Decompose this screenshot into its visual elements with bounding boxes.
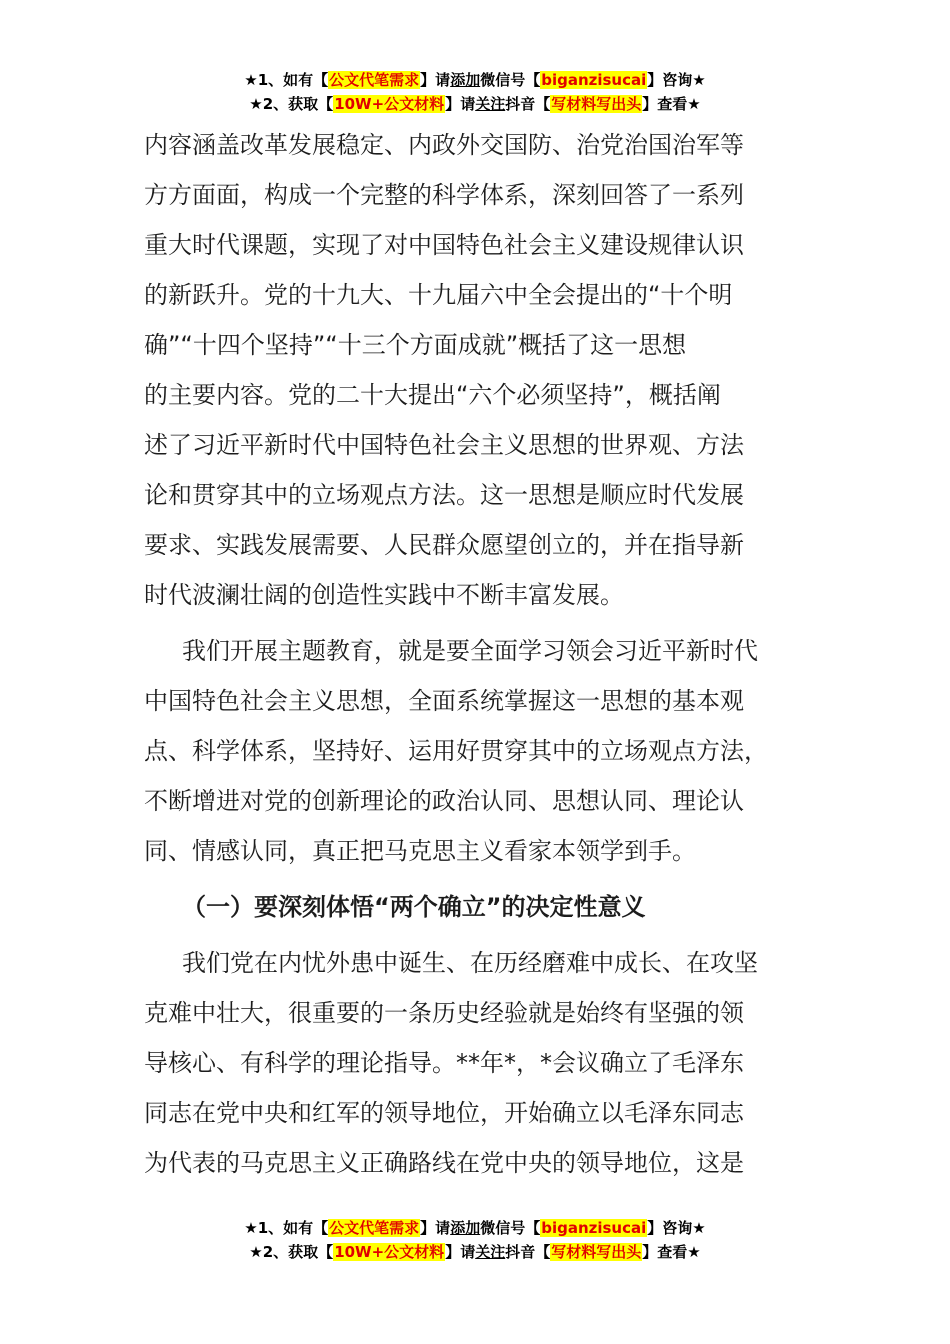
promo-highlight: 公文代笔需求 (329, 1219, 420, 1237)
promo-text: 】请 (445, 1243, 476, 1261)
promo-highlight: 公文代笔需求 (329, 71, 420, 89)
text-line: 我们开展主题教育，就是要全面学习领会习近平新时代 (182, 637, 758, 665)
text-line: 述了习近平新时代中国特色社会主义思想的世界观、方法 (144, 431, 744, 459)
section-heading (144, 882, 804, 932)
text-line: 内容涵盖改革发展稳定、内政外交国防、治党治国治军等 (144, 131, 744, 159)
text-line: 确”“十四个坚持”“十三个方面成就”概括了这一思想 (144, 331, 687, 359)
promo-underlined: 添加 (450, 71, 481, 89)
paragraph-2 (144, 626, 804, 876)
promo-line-1 (0, 68, 950, 92)
text-line: 同志在党中央和红军的领导地位，开始确立以毛泽东同志 (144, 1099, 744, 1127)
heading-text: （一）要深刻体悟“两个确立”的决定性意义 (182, 893, 646, 921)
promo-underlined: 添加 (450, 1219, 481, 1237)
text-line: 为代表的马克思主义正确路线在党中央的领导地位，这是 (144, 1149, 744, 1177)
promo-text: 】请 (420, 71, 451, 89)
document-body (144, 120, 804, 1188)
promo-text: ★1、如有【 (244, 71, 329, 89)
text-line: 论和贯穿其中的立场观点方法。这一思想是顺应时代发展 (144, 481, 744, 509)
text-line: 的新跃升。党的十九大、十九届六中全会提出的“十个明 (144, 281, 733, 309)
promo-text: 抖音【 (505, 95, 551, 113)
text-line: 要求、实践发展需要、人民群众愿望创立的，并在指导新 (144, 531, 744, 559)
promo-douyin-id: 写材料写出头 (551, 95, 642, 113)
promo-line-1 (0, 1216, 950, 1240)
promo-text: 】查看★ (642, 95, 701, 113)
paragraph-1 (144, 120, 804, 620)
text-line: 克难中壮大，很重要的一条历史经验就是始终有坚强的领 (144, 999, 744, 1027)
promo-highlight: 10W+公文材料 (334, 95, 445, 113)
promo-text: 】请 (420, 1219, 451, 1237)
promo-underlined: 关注 (475, 1243, 506, 1261)
text-line: 同、情感认同，真正把马克思主义看家本领学到手。 (144, 837, 696, 865)
promo-underlined: 关注 (475, 95, 506, 113)
footer-promo-banner (0, 1216, 950, 1264)
text-line: 不断增进对党的创新理论的政治认同、思想认同、理论认 (144, 787, 744, 815)
promo-text: 】咨询★ (647, 71, 706, 89)
promo-line-2 (0, 92, 950, 116)
promo-line-2 (0, 1240, 950, 1264)
promo-text: 】咨询★ (647, 1219, 706, 1237)
header-promo-banner (0, 68, 950, 116)
promo-text: ★2、获取【 (249, 95, 334, 113)
promo-text: 】请 (445, 95, 476, 113)
promo-douyin-id: 写材料写出头 (551, 1243, 642, 1261)
promo-text: 微信号【 (480, 1219, 541, 1237)
text-line: 中国特色社会主义思想，全面系统掌握这一思想的基本观 (144, 687, 744, 715)
promo-wechat-id: biganzisucai (541, 71, 647, 89)
promo-text: 微信号【 (480, 71, 541, 89)
text-line: 重大时代课题，实现了对中国特色社会主义建设规律认识 (144, 231, 744, 259)
text-line: 方方面面，构成一个完整的科学体系，深刻回答了一系列 (144, 181, 744, 209)
promo-text: ★2、获取【 (249, 1243, 334, 1261)
promo-wechat-id: biganzisucai (541, 1219, 647, 1237)
text-line: 的主要内容。党的二十大提出“六个必须坚持”，概括阐 (144, 381, 721, 409)
text-line: 我们党在内忧外患中诞生、在历经磨难中成长、在攻坚 (182, 949, 758, 977)
promo-highlight: 10W+公文材料 (334, 1243, 445, 1261)
text-line: 点、科学体系，坚持好、运用好贯穿其中的立场观点方法， (144, 737, 768, 765)
text-line: 导核心、有科学的理论指导。**年*，*会议确立了毛泽东 (144, 1049, 744, 1077)
promo-text: 抖音【 (505, 1243, 551, 1261)
promo-text: ★1、如有【 (244, 1219, 329, 1237)
text-line: 时代波澜壮阔的创造性实践中不断丰富发展。 (144, 581, 624, 609)
paragraph-3 (144, 938, 804, 1188)
promo-text: 】查看★ (642, 1243, 701, 1261)
